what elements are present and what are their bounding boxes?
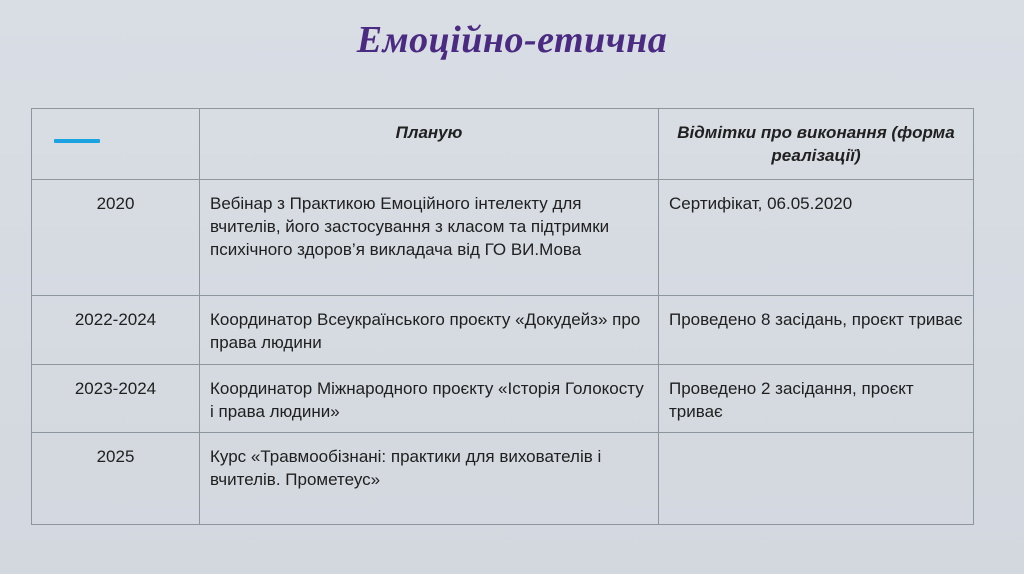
year-cell: 2020 [32,180,200,296]
dash-icon [54,139,100,143]
table-row [32,296,974,365]
table-row [32,433,974,525]
header-cell-marks: Відмітки про виконання (форма реалізації) [659,109,974,180]
mark-cell: Проведено 2 засідання, проєкт триває [659,365,974,433]
plan-cell: Координатор Всеукраїнського проєкту «Докудейз» про права людини [200,296,659,365]
plan-table [31,108,974,525]
plan-cell: Вебінар з Практикою Емоційного інтелекту для вчителів, його застосування з класом та підтримки психічного здоров’я викладача від ГО ВИ.Мова [200,180,659,296]
year-cell: 2023-2024 [32,365,200,433]
plan-cell: Курс «Травмообізнані: практики для вихователів і вчителів. Прометеус» [200,433,659,525]
mark-cell [659,433,974,525]
table-row [32,365,974,433]
plan-cell: Координатор Міжнародного проєкту «Історія Голокосту і права людини» [200,365,659,433]
header-cell-year [32,109,200,180]
header-cell-plan: Планую [200,109,659,180]
slide-title: Емоційно-етична [356,19,668,61]
table-row [32,180,974,296]
table-header-row [32,109,974,180]
year-cell: 2022-2024 [32,296,200,365]
year-cell: 2025 [32,433,200,525]
mark-cell: Сертифікат, 06.05.2020 [659,180,974,296]
mark-cell: Проведено 8 засідань, проєкт триває [659,296,974,365]
